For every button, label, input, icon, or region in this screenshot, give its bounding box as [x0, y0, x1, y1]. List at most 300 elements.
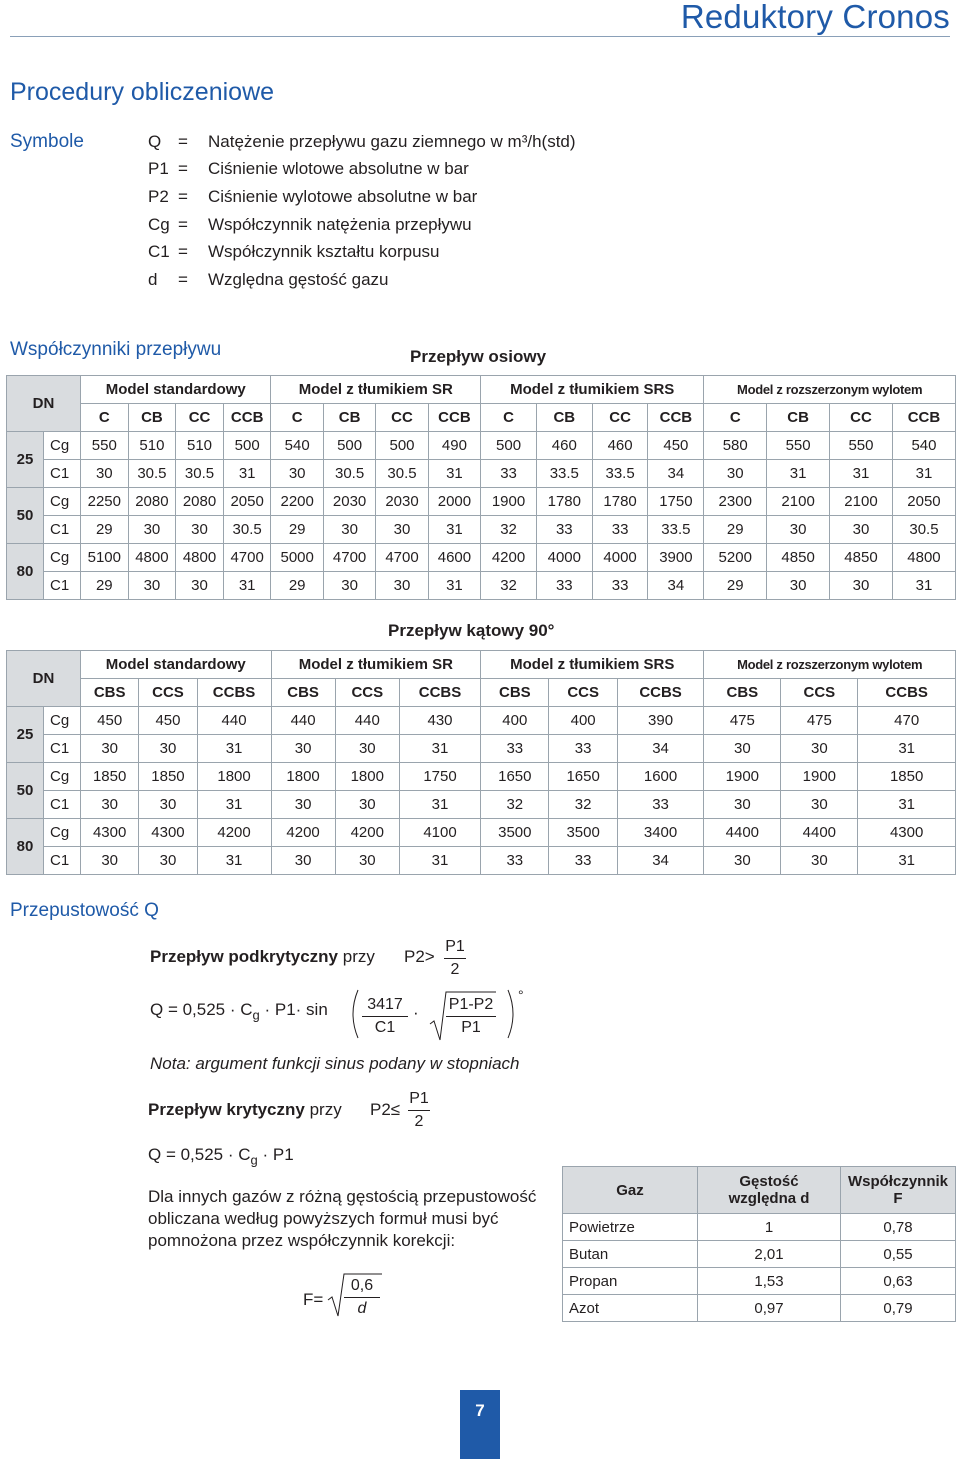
table-cell: 460: [592, 432, 648, 460]
table-cell: 31: [858, 847, 956, 875]
table-cell: 30: [81, 735, 139, 763]
symbol-desc: Ciśnienie wlotowe absolutne w bar: [208, 159, 469, 178]
table-cell: 2050: [892, 488, 955, 516]
table-cell: 30: [767, 516, 830, 544]
table-cell: 33: [549, 847, 617, 875]
table-cell: 475: [704, 707, 781, 735]
column-header: C: [704, 404, 767, 432]
column-header: CB: [536, 404, 592, 432]
table-cell: 1750: [399, 763, 480, 791]
table-cell: 4200: [481, 544, 537, 572]
symbol-key: C1: [148, 242, 170, 261]
equals-sign: =: [178, 187, 188, 206]
table-cell: 490: [428, 432, 480, 460]
table-cell: 550: [830, 432, 893, 460]
table-cell: 31: [892, 460, 955, 488]
table-cell: 32: [549, 791, 617, 819]
table-cell: 32: [481, 516, 537, 544]
table-cell: 2000: [428, 488, 480, 516]
table-cell: 33: [592, 572, 648, 600]
table-cell: 30.5: [223, 516, 271, 544]
table-cell: 33: [481, 460, 537, 488]
table-cell: 30: [830, 572, 893, 600]
row-label: C1: [44, 516, 81, 544]
table-cell: 31: [858, 735, 956, 763]
table-cell: 33: [536, 572, 592, 600]
table-cell: 1750: [648, 488, 704, 516]
f-fraction: [344, 1277, 380, 1318]
table-cell: 440: [271, 707, 335, 735]
gas-density: 2,01: [698, 1241, 841, 1268]
critical-condition: P2≤: [370, 1100, 401, 1119]
table-cell: 5000: [271, 544, 323, 572]
formula-lhs: Q = 0,525 · C: [148, 1145, 251, 1164]
table-cell: 2300: [704, 488, 767, 516]
formula-critical: [148, 1145, 294, 1167]
header-cell: Gęstość względna d: [698, 1167, 841, 1214]
table-cell: 2100: [830, 488, 893, 516]
dn-value: 50: [7, 488, 44, 544]
table-cell: 30: [704, 791, 781, 819]
table-cell: 29: [81, 516, 129, 544]
table-cell: 30: [323, 516, 375, 544]
column-header: CCBS: [197, 679, 271, 707]
gas-table-header: [563, 1167, 956, 1214]
table-cell: 2080: [176, 488, 224, 516]
column-header: CC: [176, 404, 224, 432]
header-cell: Gaz: [563, 1167, 698, 1214]
dn-value: 25: [7, 432, 44, 488]
critical-fraction: [408, 1090, 430, 1131]
table-cell: 30: [271, 735, 335, 763]
fraction-3417-c1: [362, 996, 408, 1037]
table-row: [7, 735, 956, 763]
table-row: [563, 1268, 956, 1295]
fraction-denominator: C1: [374, 1019, 396, 1036]
symbol-desc: Ciśnienie wylotowe absolutne w bar: [208, 187, 478, 206]
table-cell: 30: [704, 735, 781, 763]
table-cell: 31: [892, 572, 955, 600]
table-cell: 34: [617, 735, 704, 763]
fraction-bar: [362, 1016, 408, 1017]
subcritical-condition: P2>: [404, 947, 435, 966]
model-header: Model standardowy: [81, 651, 272, 679]
table-cell: 2030: [323, 488, 375, 516]
table-cell: 4600: [428, 544, 480, 572]
table-row: [7, 460, 956, 488]
dn-value: 25: [7, 707, 44, 763]
table-cell: 5200: [704, 544, 767, 572]
column-header: CCBS: [617, 679, 704, 707]
table-cell: 33: [617, 791, 704, 819]
table-cell: 30: [704, 847, 781, 875]
degree-symbol: °: [518, 987, 524, 1003]
table-cell: 1780: [536, 488, 592, 516]
column-header: CCBS: [399, 679, 480, 707]
angle-flow-table: [6, 650, 956, 875]
table-cell: 4300: [81, 819, 139, 847]
table-cell: 30: [271, 460, 323, 488]
symbols-heading: Symbole: [10, 131, 84, 152]
table-cell: 1800: [197, 763, 271, 791]
gas-factor: 0,78: [841, 1214, 956, 1241]
table-cell: 2030: [376, 488, 428, 516]
gas-name: Butan: [563, 1241, 698, 1268]
equals-sign: =: [178, 132, 188, 151]
table-row: [7, 432, 956, 460]
table-subheader-row: [7, 679, 956, 707]
table-cell: 32: [481, 791, 549, 819]
row-label: Cg: [44, 707, 81, 735]
axial-flow-table: [6, 375, 956, 600]
column-header: CB: [323, 404, 375, 432]
table-row: [7, 488, 956, 516]
row-label: C1: [44, 572, 81, 600]
table-cell: 30: [767, 572, 830, 600]
gas-table: [562, 1166, 956, 1322]
gas-density: 1: [698, 1214, 841, 1241]
table-cell: 4800: [128, 544, 176, 572]
gas-factor: 0,63: [841, 1268, 956, 1295]
table-cell: 31: [830, 460, 893, 488]
fraction-bar: [408, 1110, 430, 1111]
table-cell: 29: [704, 572, 767, 600]
table-cell: 30.5: [892, 516, 955, 544]
row-label: C1: [44, 847, 81, 875]
table-cell: 30: [376, 572, 428, 600]
fraction-p1p2-p1: [446, 996, 496, 1037]
table-cell: 33: [536, 516, 592, 544]
dn-value: 50: [7, 763, 44, 819]
subcritical-fraction: [444, 938, 466, 979]
fraction-numerator: P1: [445, 938, 465, 955]
table-cell: 30: [335, 735, 399, 763]
table-cell: 29: [81, 572, 129, 600]
table-cell: 32: [481, 572, 537, 600]
fraction-denominator: P1: [461, 1019, 481, 1036]
table-subheader-row: [7, 404, 956, 432]
dn-value: 80: [7, 544, 44, 600]
model-header: Model z tłumikiem SR: [271, 651, 481, 679]
table-cell: 30: [139, 847, 197, 875]
table-cell: 4000: [536, 544, 592, 572]
table-cell: 31: [223, 572, 271, 600]
table-cell: 1850: [139, 763, 197, 791]
dn-value: 80: [7, 819, 44, 875]
table-cell: 1800: [271, 763, 335, 791]
f-formula-lhs: F=: [303, 1290, 324, 1309]
model-header: Model z tłumikiem SRS: [481, 376, 704, 404]
table-cell: 30: [271, 791, 335, 819]
table-cell: 30: [781, 791, 858, 819]
table-cell: 450: [139, 707, 197, 735]
symbol-desc: Współczynnik kształtu korpusu: [208, 242, 440, 261]
table-cell: 30: [376, 516, 428, 544]
row-label: Cg: [44, 432, 81, 460]
angle-caption: Przepływ kątowy 90°: [388, 621, 555, 640]
multiply-dot: ·: [413, 1003, 419, 1022]
table-cell: 440: [197, 707, 271, 735]
formula-rest: · P1: [262, 1145, 294, 1164]
formula-rest: · P1· sin: [264, 1000, 328, 1019]
table-cell: 400: [481, 707, 549, 735]
symbol-row: [148, 239, 439, 265]
table-cell: 30.5: [323, 460, 375, 488]
table-cell: 4100: [399, 819, 480, 847]
column-header: CCS: [139, 679, 197, 707]
capacity-heading: Przepustowość Q: [10, 900, 159, 921]
formula-subscript: g: [250, 1152, 258, 1168]
page-number: 7: [460, 1390, 500, 1459]
table-cell: 2080: [128, 488, 176, 516]
table-cell: 30: [81, 460, 129, 488]
table-cell: 30: [781, 735, 858, 763]
table-cell: 33: [481, 847, 549, 875]
table-row: [7, 707, 956, 735]
table-cell: 4800: [892, 544, 955, 572]
gas-factor: 0,79: [841, 1295, 956, 1322]
column-header: CBS: [481, 679, 549, 707]
column-header: CC: [830, 404, 893, 432]
table-cell: 30: [335, 847, 399, 875]
table-cell: 29: [271, 572, 323, 600]
table-cell: 5100: [81, 544, 129, 572]
fraction-denominator: 2: [414, 1113, 424, 1130]
table-cell: 4800: [176, 544, 224, 572]
model-header: Model z tłumikiem SRS: [481, 651, 704, 679]
table-cell: 31: [197, 791, 271, 819]
table-cell: 470: [858, 707, 956, 735]
dn-header: DN: [7, 376, 81, 432]
symbol-row: [148, 184, 477, 210]
table-row: [7, 516, 956, 544]
column-header: CCS: [781, 679, 858, 707]
table-cell: 30: [176, 572, 224, 600]
formula-subscript: g: [252, 1007, 260, 1023]
column-header: CCB: [428, 404, 480, 432]
symbol-key: d: [148, 270, 158, 289]
fraction-bar: [446, 1016, 496, 1017]
table-cell: 500: [481, 432, 537, 460]
page-title: Procedury obliczeniowe: [10, 78, 275, 106]
equals-sign: =: [178, 159, 188, 178]
column-header: CCB: [223, 404, 271, 432]
table-cell: 1850: [81, 763, 139, 791]
critical-label: [148, 1100, 342, 1120]
table-cell: 30: [271, 847, 335, 875]
table-row: [7, 791, 956, 819]
row-label: C1: [44, 791, 81, 819]
table-cell: 30: [139, 735, 197, 763]
table-cell: 30.5: [376, 460, 428, 488]
equals-sign: =: [178, 242, 188, 261]
table-cell: 31: [858, 791, 956, 819]
table-cell: 30: [323, 572, 375, 600]
table-cell: 4200: [335, 819, 399, 847]
formula-lhs: Q = 0,525 · C: [150, 1000, 253, 1019]
table-cell: 4000: [592, 544, 648, 572]
table-cell: 33: [549, 735, 617, 763]
table-cell: 550: [81, 432, 129, 460]
table-cell: 390: [617, 707, 704, 735]
table-cell: 1600: [617, 763, 704, 791]
table-cell: 550: [767, 432, 830, 460]
table-cell: 1900: [704, 763, 781, 791]
column-header: CCS: [549, 679, 617, 707]
table-cell: 4700: [223, 544, 271, 572]
table-cell: 1900: [481, 488, 537, 516]
equals-sign: =: [178, 270, 188, 289]
table-cell: 1900: [781, 763, 858, 791]
row-label: Cg: [44, 819, 81, 847]
flow-coef-heading: Współczynniki przepływu: [10, 339, 222, 360]
table-row: [7, 572, 956, 600]
fraction-numerator: P1: [409, 1090, 429, 1107]
table-cell: 2250: [81, 488, 129, 516]
table-cell: 4850: [767, 544, 830, 572]
table-cell: 450: [81, 707, 139, 735]
column-header: CBS: [704, 679, 781, 707]
model-header: Model z rozszerzonym wylotem: [704, 376, 956, 404]
row-label: C1: [44, 735, 81, 763]
column-header: CB: [128, 404, 176, 432]
row-label: Cg: [44, 763, 81, 791]
table-cell: 475: [781, 707, 858, 735]
dn-header: DN: [7, 651, 81, 707]
column-header: C: [481, 404, 537, 432]
table-cell: 33.5: [536, 460, 592, 488]
gas-factor: 0,55: [841, 1241, 956, 1268]
table-cell: 30: [81, 847, 139, 875]
table-cell: 33: [592, 516, 648, 544]
fraction-numerator: 3417: [367, 996, 403, 1013]
table-cell: 31: [399, 791, 480, 819]
brand-title: Reduktory Cronos: [680, 0, 950, 35]
subcritical-label: [150, 947, 375, 967]
table-cell: 4850: [830, 544, 893, 572]
table-cell: 500: [376, 432, 428, 460]
table-cell: 34: [617, 847, 704, 875]
table-cell: 430: [399, 707, 480, 735]
symbol-desc: Współczynnik natężenia przepływu: [208, 215, 472, 234]
table-cell: 460: [536, 432, 592, 460]
table-cell: 3500: [549, 819, 617, 847]
table-cell: 30: [830, 516, 893, 544]
table-cell: 1650: [481, 763, 549, 791]
table-cell: 31: [197, 735, 271, 763]
other-gases-text: Dla innych gazów z różną gęstością przepustowość obliczana według powyższych formuł musi być pomnożona przez współczynnik korekcji:: [148, 1187, 537, 1250]
fraction-denominator: 2: [450, 961, 460, 978]
table-cell: 30: [139, 791, 197, 819]
table-cell: 30.5: [176, 460, 224, 488]
symbol-row: [148, 156, 469, 182]
table-cell: 34: [648, 460, 704, 488]
symbol-row: [148, 267, 389, 293]
table-header-row: [7, 376, 956, 404]
column-header: C: [271, 404, 323, 432]
symbol-key: Q: [148, 132, 162, 151]
table-cell: 4200: [197, 819, 271, 847]
table-cell: 4400: [781, 819, 858, 847]
table-cell: 1650: [549, 763, 617, 791]
formula-subcritical: [150, 1000, 328, 1022]
fraction-bar: [344, 1297, 380, 1298]
table-cell: 29: [271, 516, 323, 544]
table-cell: 450: [648, 432, 704, 460]
axial-caption: Przepływ osiowy: [410, 347, 547, 366]
table-cell: 31: [428, 516, 480, 544]
table-row: [563, 1241, 956, 1268]
column-header: CC: [376, 404, 428, 432]
column-header: CCBS: [858, 679, 956, 707]
table-cell: 580: [704, 432, 767, 460]
table-cell: 31: [428, 572, 480, 600]
symbol-key: P1: [148, 159, 169, 178]
table-cell: 33: [481, 735, 549, 763]
table-cell: 4700: [376, 544, 428, 572]
table-cell: 30: [781, 847, 858, 875]
row-label: C1: [44, 460, 81, 488]
table-cell: 510: [176, 432, 224, 460]
table-cell: 2200: [271, 488, 323, 516]
table-header-row: [7, 651, 956, 679]
table-cell: 30: [176, 516, 224, 544]
table-cell: 31: [399, 735, 480, 763]
critical-bold: Przepływ krytyczny: [148, 1100, 305, 1119]
column-header: CCS: [335, 679, 399, 707]
table-cell: 540: [892, 432, 955, 460]
table-cell: 4700: [323, 544, 375, 572]
table-cell: 4200: [271, 819, 335, 847]
table-cell: 3500: [481, 819, 549, 847]
table-cell: 33.5: [592, 460, 648, 488]
symbol-desc: Natężenie przepływu gazu ziemnego w m³/h(std): [208, 132, 576, 151]
table-cell: 500: [223, 432, 271, 460]
symbol-key: Cg: [148, 215, 170, 234]
subcritical-bold: Przepływ podkrytyczny: [150, 947, 339, 966]
header-cell: Współczynnik F: [841, 1167, 956, 1214]
table-cell: 2050: [223, 488, 271, 516]
table-cell: 540: [271, 432, 323, 460]
table-cell: 30: [128, 516, 176, 544]
table-cell: 30: [81, 791, 139, 819]
column-header: CBS: [271, 679, 335, 707]
column-header: CB: [767, 404, 830, 432]
table-cell: 31: [197, 847, 271, 875]
fraction-numerator: 0,6: [350, 1277, 374, 1294]
table-cell: 3400: [617, 819, 704, 847]
header-divider: [10, 36, 950, 37]
right-paren-icon: [508, 990, 513, 1038]
table-row: [7, 544, 956, 572]
equals-sign: =: [178, 215, 188, 234]
left-paren-icon: [353, 990, 358, 1038]
column-header: C: [81, 404, 129, 432]
table-cell: 4300: [139, 819, 197, 847]
gas-name: Propan: [563, 1268, 698, 1295]
gas-density: 0,97: [698, 1295, 841, 1322]
table-cell: 440: [335, 707, 399, 735]
table-row: [7, 819, 956, 847]
fraction-numerator: P1-P2: [448, 996, 494, 1013]
model-header: Model standardowy: [81, 376, 271, 404]
note-text: Nota: argument funkcji sinus podany w stopniach: [150, 1054, 520, 1073]
table-cell: 2100: [767, 488, 830, 516]
table-cell: 31: [767, 460, 830, 488]
model-header: Model z tłumikiem SR: [271, 376, 481, 404]
symbol-desc: Względna gęstość gazu: [208, 270, 389, 289]
table-cell: 510: [128, 432, 176, 460]
